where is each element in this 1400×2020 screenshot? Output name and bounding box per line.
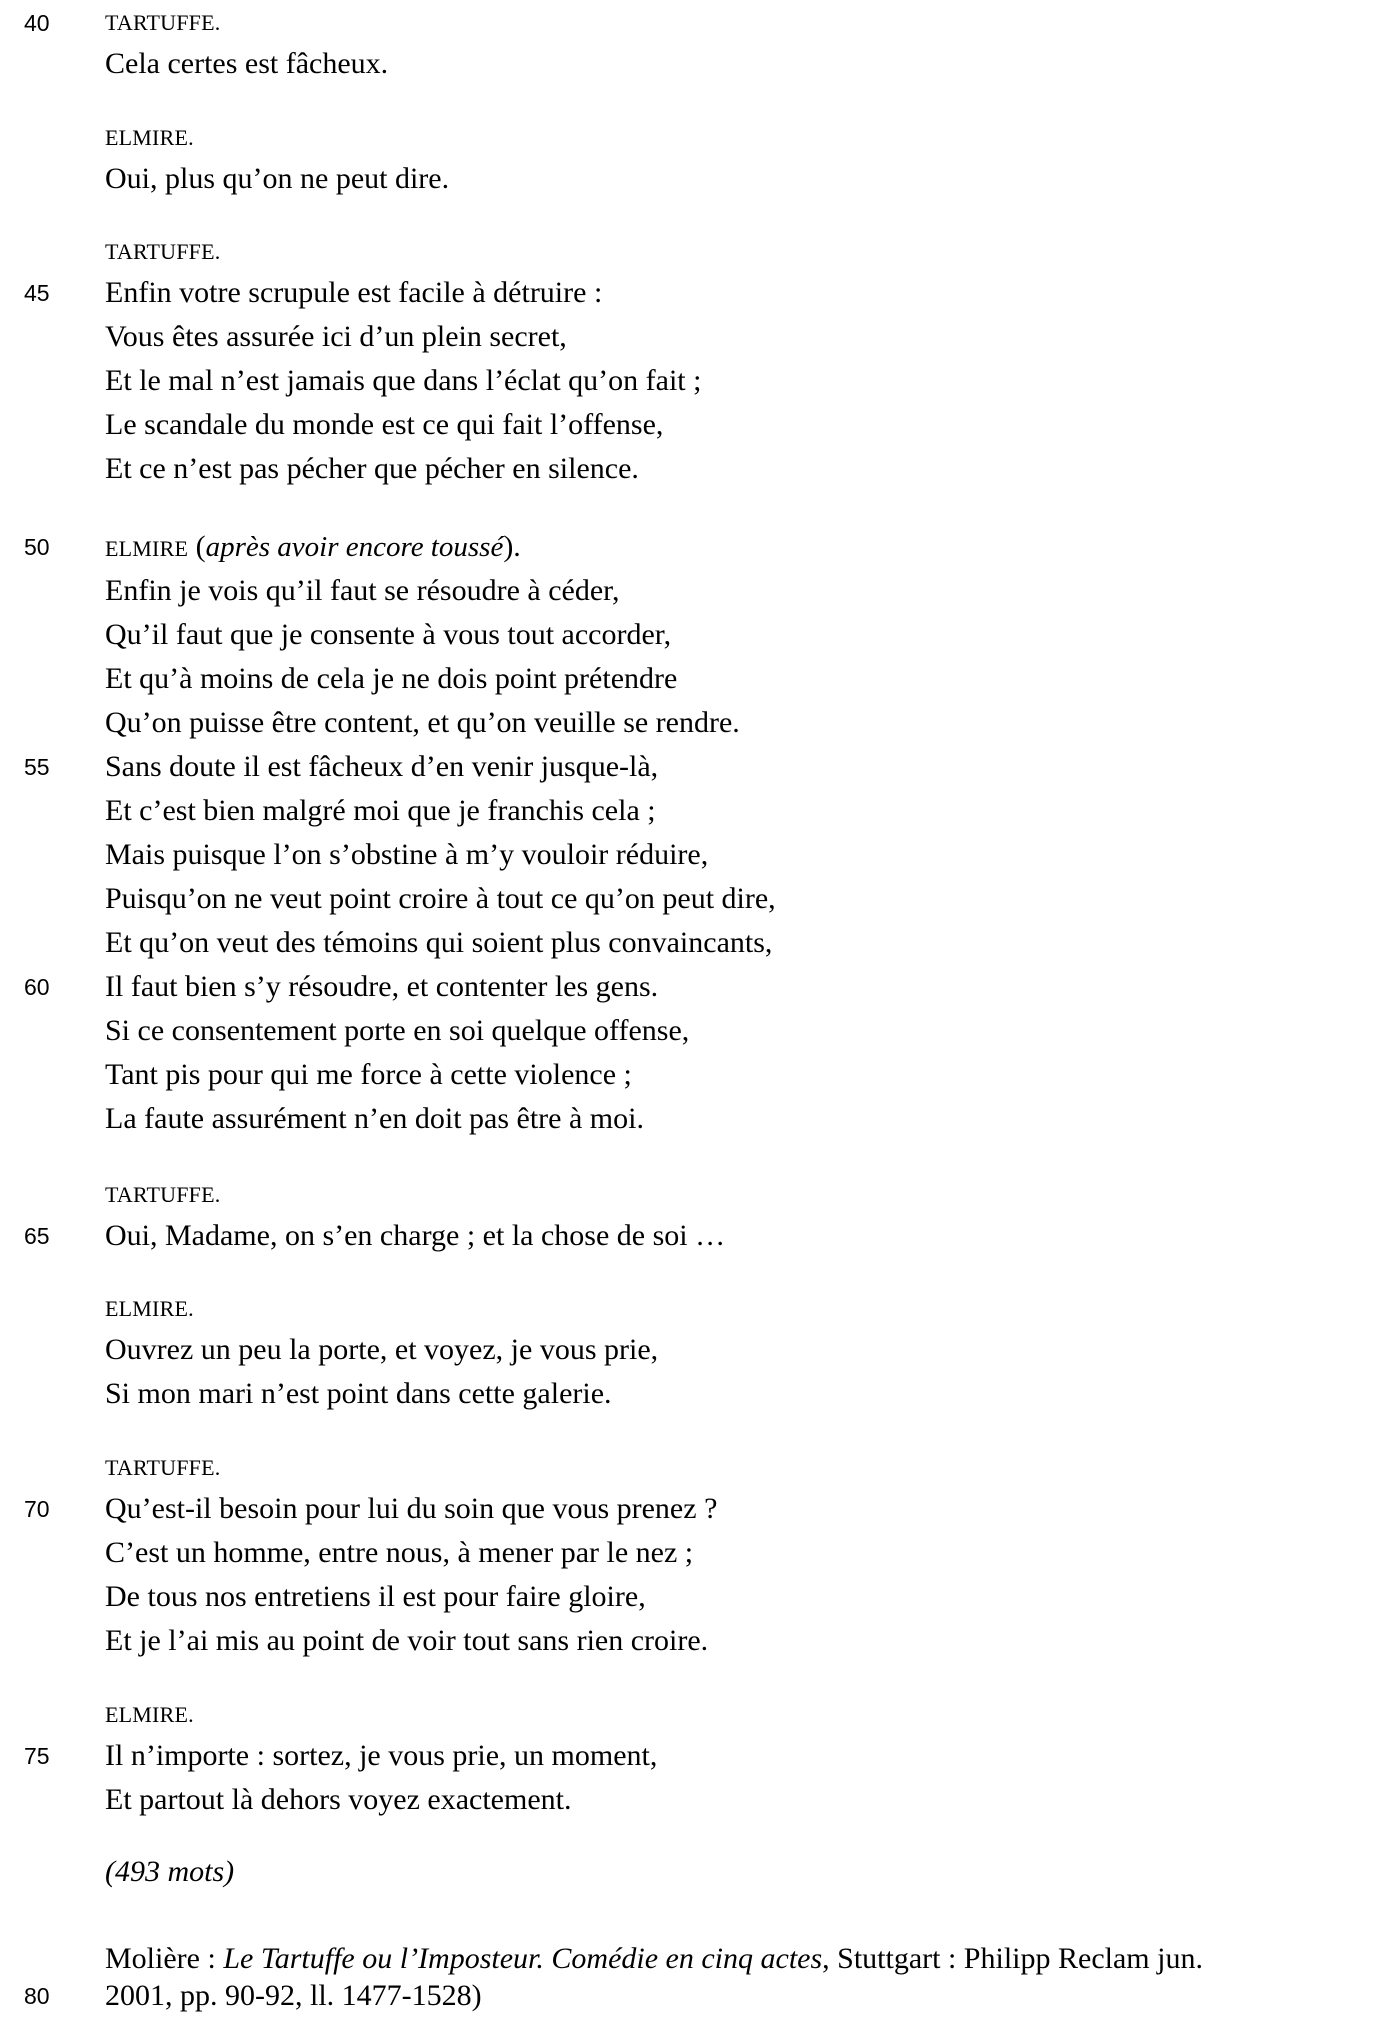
verse-text: Cela certes est fâcheux. (105, 47, 389, 80)
verse-text: Il faut bien s’y résoudre, et contenter les gens. (105, 970, 659, 1003)
citation-title: Le Tartuffe ou l’Imposteur. Comédie en cinq actes (223, 1942, 823, 1975)
speaker-name: TARTUFFE. (105, 239, 221, 264)
verse-text: Qu’est-il besoin pour lui du soin que vous prenez ? (105, 1492, 718, 1525)
citation-pages: 2001, pp. 90-92, ll. 1477-1528) (105, 1979, 482, 2012)
citation-author: Molière : (105, 1942, 224, 1975)
speaker-name: ELMIRE (105, 536, 189, 561)
verse-text: Si mon mari n’est point dans cette galerie. (105, 1377, 612, 1410)
word-count: (493 mots) (105, 1855, 235, 1888)
verse-text: Ouvrez un peu la porte, et voyez, je vous prie, (105, 1333, 659, 1366)
citation-publisher: , Stuttgart : Philipp Reclam jun. (822, 1942, 1203, 1975)
verse-text: Sans doute il est fâcheux d’en venir jusque-là, (105, 750, 659, 783)
stage-direction: après avoir encore toussé (205, 531, 504, 563)
verse-text: Qu’il faut que je consente à vous tout accorder, (105, 618, 672, 651)
verse-text: Si ce consentement porte en soi quelque offense, (105, 1014, 690, 1047)
line-number: 45 (24, 280, 50, 306)
verse-text: Et le mal n’est jamais que dans l’éclat qu’on fait ; (105, 364, 702, 397)
verse-text: Oui, Madame, on s’en charge ; et la chose de soi … (105, 1219, 726, 1252)
verse-text: De tous nos entretiens il est pour faire gloire, (105, 1580, 646, 1613)
speaker-name: ELMIRE. (105, 1702, 194, 1727)
verse-text: La faute assurément n’en doit pas être à moi. (105, 1102, 644, 1135)
line-number: 50 (24, 534, 50, 560)
verse-text: Et c’est bien malgré moi que je franchis cela ; (105, 794, 656, 827)
verse-text: Et qu’à moins de cela je ne dois point prétendre (105, 662, 678, 695)
stage-direction-open: ( (195, 530, 206, 563)
speaker-name: TARTUFFE. (105, 1455, 221, 1480)
verse-text: Mais puisque l’on s’obstine à m’y vouloir réduire, (105, 838, 709, 871)
verse-text: Et je l’ai mis au point de voir tout sans rien croire. (105, 1624, 709, 1657)
stage-direction-close: ). (503, 530, 521, 563)
verse-text: Il n’importe : sortez, je vous prie, un moment, (105, 1739, 658, 1772)
line-number: 55 (24, 754, 50, 780)
line-number: 40 (24, 10, 50, 36)
verse-text: Le scandale du monde est ce qui fait l’offense, (105, 408, 664, 441)
line-number: 75 (24, 1743, 50, 1769)
verse-text: Et partout là dehors voyez exactement. (105, 1783, 572, 1816)
verse-text: Enfin je vois qu’il faut se résoudre à céder, (105, 574, 620, 607)
line-number: 70 (24, 1496, 50, 1522)
verse-text: Qu’on puisse être content, et qu’on veuille se rendre. (105, 706, 740, 739)
verse-text: C’est un homme, entre nous, à mener par le nez ; (105, 1536, 694, 1569)
line-number: 60 (24, 974, 50, 1000)
line-number: 80 (24, 1983, 50, 2009)
verse-text: Puisqu’on ne veut point croire à tout ce qu’on peut dire, (105, 882, 776, 915)
speaker-name: ELMIRE. (105, 1296, 194, 1321)
verse-text: Et ce n’est pas pécher que pécher en silence. (105, 452, 639, 485)
verse-text: Oui, plus qu’on ne peut dire. (105, 162, 450, 195)
verse-text: Enfin votre scrupule est facile à détruire : (105, 276, 603, 309)
speaker-name: TARTUFFE. (105, 10, 221, 35)
verse-text: Et qu’on veut des témoins qui soient plus convaincants, (105, 926, 773, 959)
speaker-name: ELMIRE. (105, 125, 194, 150)
citation-text (105, 1940, 1203, 1978)
speaker-with-direction (105, 528, 521, 566)
speaker-name: TARTUFFE. (105, 1182, 221, 1207)
verse-text: Tant pis pour qui me force à cette violence ; (105, 1058, 632, 1091)
verse-text: Vous êtes assurée ici d’un plein secret, (105, 320, 567, 353)
line-number: 65 (24, 1223, 50, 1249)
